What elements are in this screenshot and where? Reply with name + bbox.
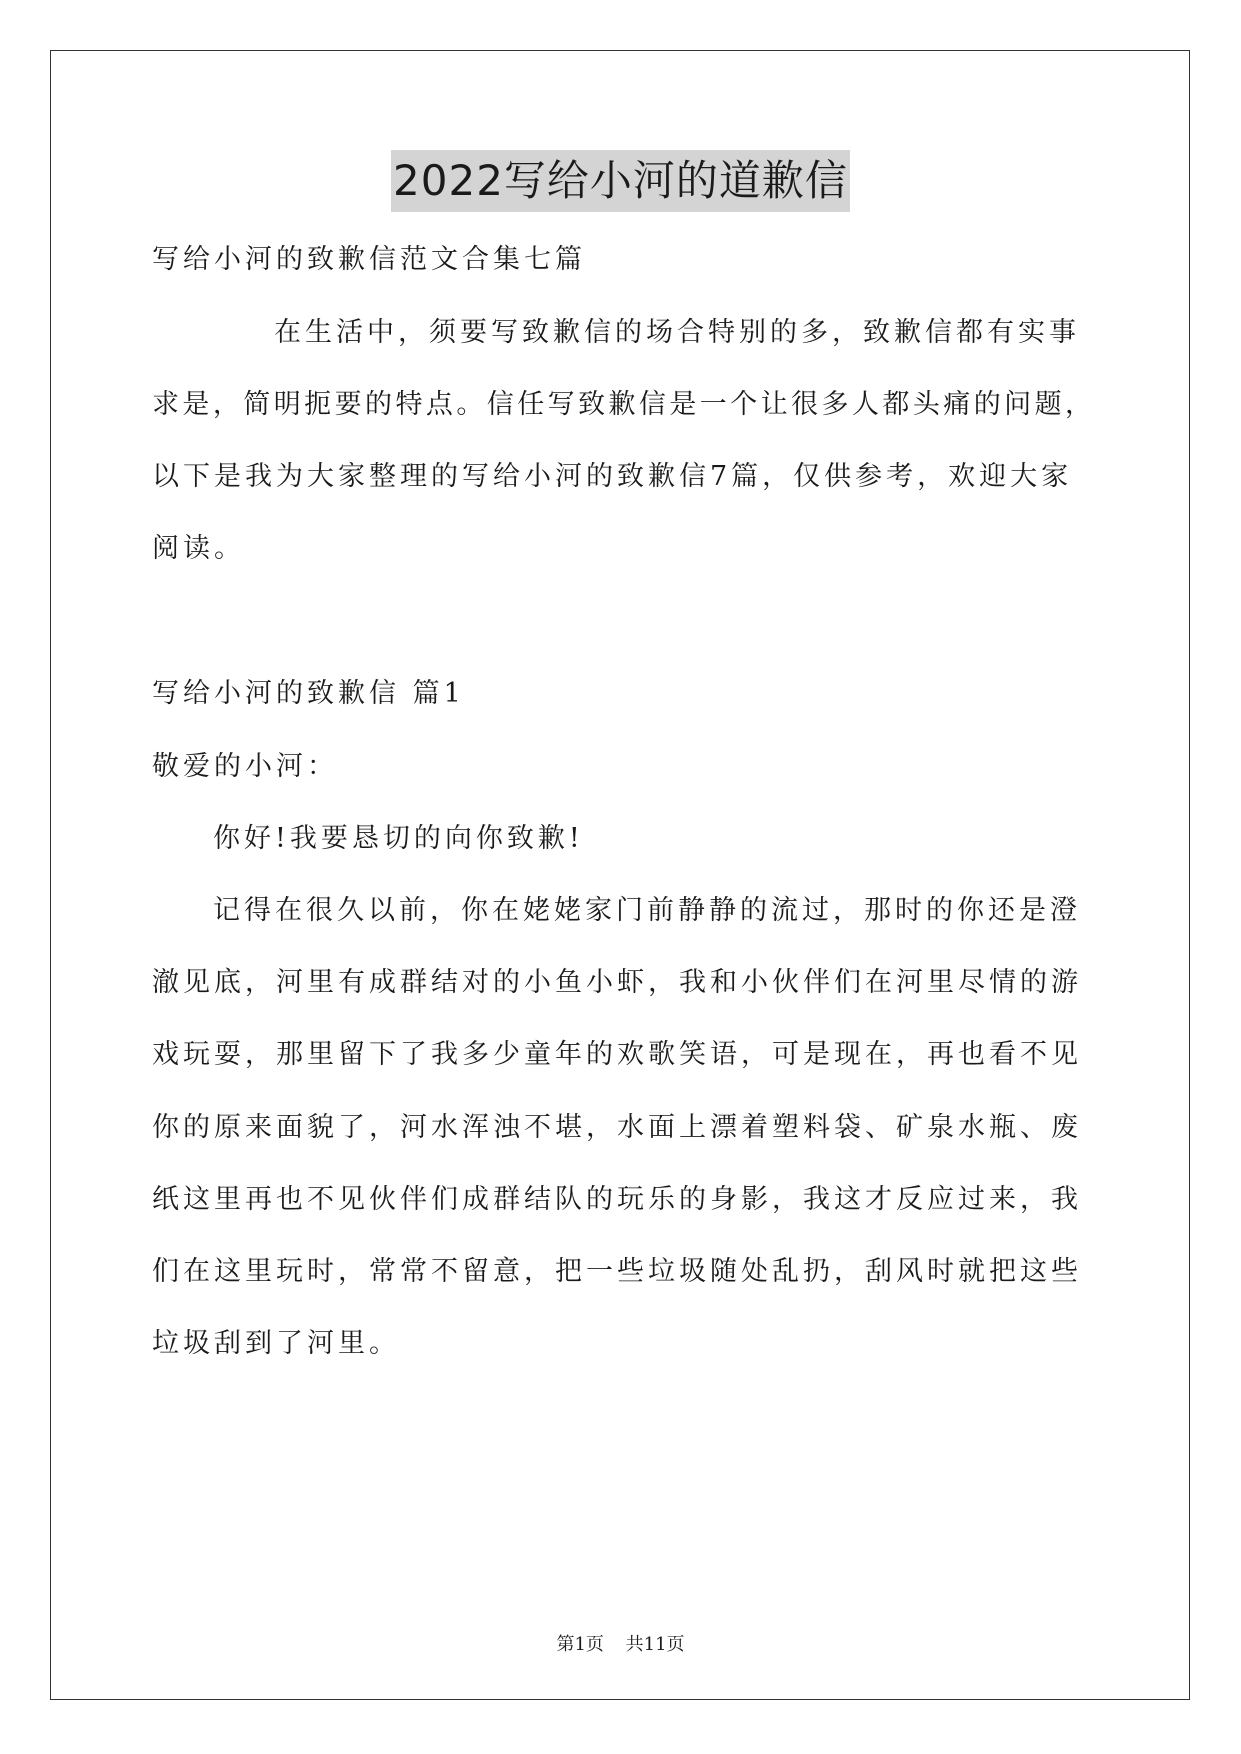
subtitle: 写给小河的致歉信范文合集七篇 bbox=[152, 244, 586, 275]
body-line-5: 纸这里再也不见伙伴们成群结队的玩乐的身影，我这才反应过来，我 bbox=[152, 1184, 1082, 1215]
page-total: 共11页 bbox=[625, 1634, 685, 1655]
document-title: 2022写给小河的道歉信 bbox=[391, 150, 850, 212]
body-line-7: 垃圾刮到了河里。 bbox=[152, 1328, 400, 1359]
body-line-6: 们在这里玩时，常常不留意，把一些垃圾随处乱扔，刮风时就把这些 bbox=[152, 1256, 1082, 1287]
intro-line-2: 求是，简明扼要的特点。信任写致歉信是一个让很多人都头痛的问题， bbox=[152, 389, 1092, 420]
intro-line-1: 在生活中，须要写致歉信的场合特别的多，致歉信都有实事 bbox=[274, 317, 1080, 348]
intro-line-4: 阅读。 bbox=[152, 533, 245, 564]
intro-line-3: 以下是我为大家整理的写给小河的致歉信7篇，仅供参考，欢迎大家 bbox=[152, 461, 1073, 492]
body-line-3: 戏玩耍，那里留下了我多少童年的欢歌笑语，可是现在，再也看不见 bbox=[152, 1039, 1082, 1070]
salutation: 敬爱的小河： bbox=[152, 751, 338, 782]
body-line-1: 记得在很久以前，你在姥姥家门前静静的流过，那时的你还是澄 bbox=[213, 895, 1081, 926]
page-footer bbox=[0, 1630, 1241, 1656]
page-number: 第1页 bbox=[556, 1634, 604, 1655]
body-line-2: 澈见底，河里有成群结对的小鱼小虾，我和小伙伴们在河里尽情的游 bbox=[152, 967, 1082, 998]
section-heading: 写给小河的致歉信 篇1 bbox=[152, 678, 465, 709]
document-title-wrap bbox=[0, 150, 1241, 212]
page-border bbox=[50, 50, 1190, 1700]
body-line-4: 你的原来面貌了，河水浑浊不堪，水面上漂着塑料袋、矿泉水瓶、废 bbox=[152, 1112, 1082, 1143]
greeting: 你好!我要恳切的向你致歉! bbox=[213, 823, 584, 854]
